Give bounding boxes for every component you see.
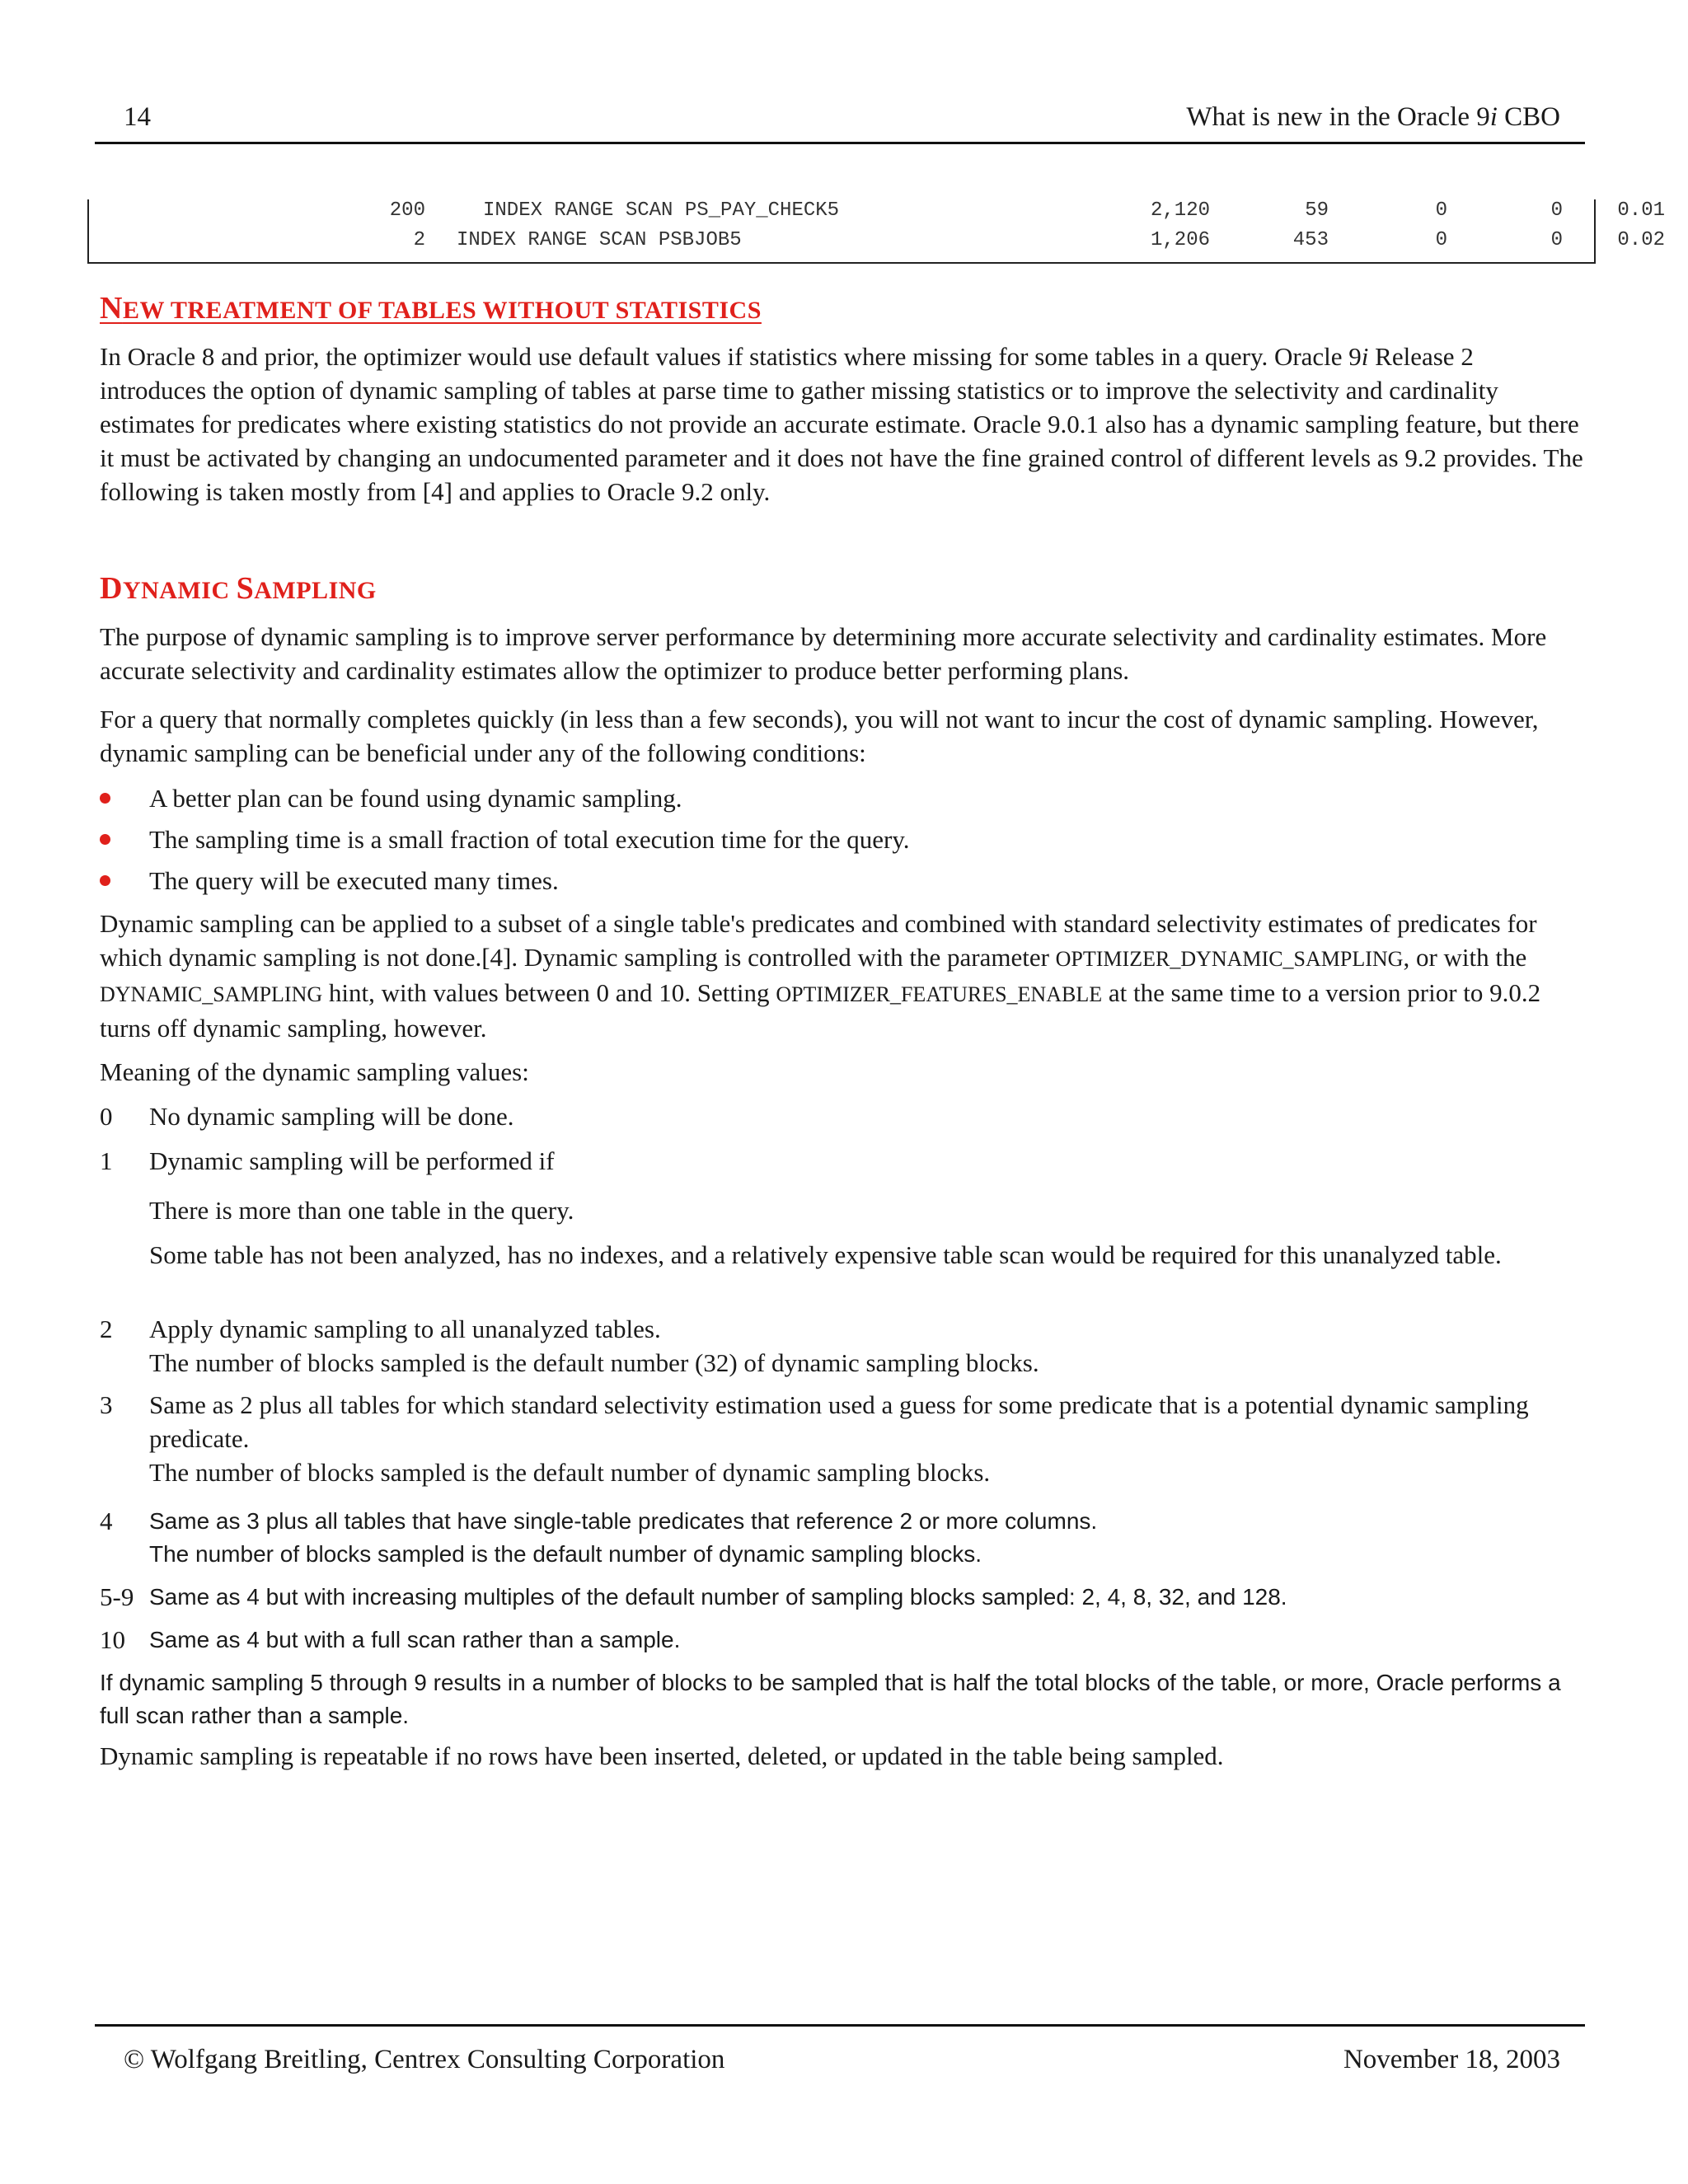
value-cell: 453	[1292, 229, 1329, 251]
table-row	[89, 229, 1665, 259]
date: November 18, 2003	[1343, 2045, 1560, 2074]
value-cell: 0.02	[1617, 229, 1665, 251]
value-cell: 0.01	[1617, 199, 1665, 222]
value-cell: 0	[1435, 199, 1447, 222]
value-cell: 59	[1305, 199, 1329, 222]
page-footer	[95, 2024, 1585, 2076]
section-heading-dynamic-sampling: DYNAMIC SAMPLING	[100, 571, 377, 606]
bullet-icon	[100, 875, 110, 886]
bullet-icon	[100, 834, 110, 845]
value-cell: 0	[1435, 229, 1447, 251]
paragraph-full-scan: If dynamic sampling 5 through 9 results in a number of blocks to be sampled that is half the total blocks of the table, or more, Oracle performs a full scan rather than a sample.	[100, 1670, 1561, 1728]
rows-cell: 2	[413, 229, 425, 251]
section-heading-tables-without-statistics: NEW TREATMENT OF TABLES WITHOUT STATISTICS	[100, 291, 762, 326]
operation-cell: INDEX RANGE SCAN PS_PAY_CHECK5	[483, 199, 840, 222]
value-cell: 0	[1550, 229, 1563, 251]
table-row	[89, 199, 1665, 229]
value-cell: 1,206	[1150, 229, 1210, 251]
paragraph-repeatable: Dynamic sampling is repeatable if no rows have been inserted, deleted, or updated in the table being sampled.	[100, 1741, 1224, 1770]
copyright: © Wolfgang Breitling, Centrex Consulting Corporation	[124, 2045, 725, 2074]
rows-cell: 200	[389, 199, 425, 222]
hint-name: DYNAMIC_SAMPLING	[100, 982, 323, 1006]
paragraph-conditions: For a query that normally completes quickly (in less than a few seconds), you will not want to incur the cost of dynamic sampling. However, dynamic sampling can be beneficial under any of the following conditions:	[100, 705, 1539, 767]
parameter-name: OPTIMIZER_DYNAMIC_SAMPLING	[1055, 947, 1404, 971]
paragraph-parameter: Dynamic sampling can be applied to a subset of a single table's predicates and combined with standard selectivity estimates of predicates for which dynamic sampling is not done.[4]. Dynamic sampling is controlled with the parameter OPTIMIZER_DYNAMIC_SAMPLING, or with the DYNAMIC_SAMPLING hint, with values between 0 and 10. Setting OPTIMIZER_FEATURES_ENABLE at the same time to a version prior to 9.0.2 turns off dynamic sampling, however.	[100, 909, 1541, 1043]
meaning-label: Meaning of the dynamic sampling values:	[100, 1057, 529, 1086]
operation-cell: INDEX RANGE SCAN PSBJOB5	[457, 229, 742, 251]
page-number: 14	[124, 102, 151, 132]
value-cell: 2,120	[1150, 199, 1210, 222]
execution-plan-table	[87, 199, 1665, 264]
value-cell: 0	[1550, 199, 1563, 222]
paragraph-intro: In Oracle 8 and prior, the optimizer would use default values if statistics where missing for some tables in a query. Oracle 9i Release 2 introduces the option of dynamic sampling of tables at parse time to gather missing statistics or to improve the selectivity and cardinality estimates for predicates where existing statistics do not provide an accurate estimate. Oracle 9.0.1 also has a dynamic sampling feature, but there it must be activated by changing an undocumented parameter and it does not have the fine grained control of different levels as 9.2 provides. The following is taken mostly from [4] and applies to Oracle 9.2 only.	[100, 342, 1583, 506]
running-title: What is new in the Oracle 9i CBO	[1186, 102, 1560, 132]
page-header	[95, 102, 1585, 144]
bullet-icon	[100, 793, 110, 804]
paragraph-purpose: The purpose of dynamic sampling is to improve server performance by determining more accurate selectivity and cardinality estimates. More accurate selectivity and cardinality estimates allow the optimizer to produce better performing plans.	[100, 622, 1547, 685]
parameter-name: OPTIMIZER_FEATURES_ENABLE	[776, 982, 1103, 1006]
